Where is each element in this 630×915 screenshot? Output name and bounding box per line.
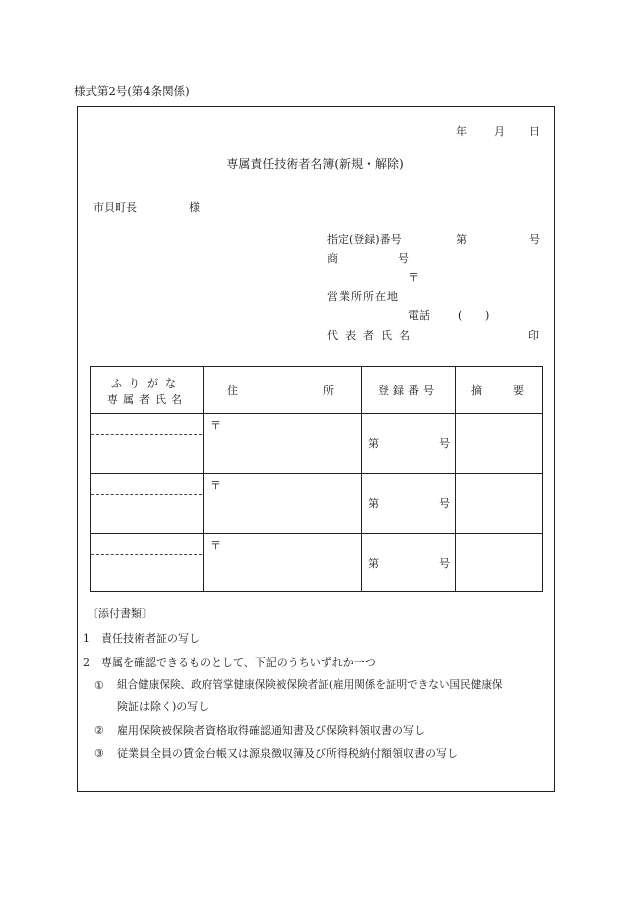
furigana-dashed-line (91, 434, 202, 435)
engineer-table (90, 366, 543, 592)
row-reg-dai: 第 (368, 497, 379, 510)
table-col-divider (361, 367, 362, 591)
attachment-subitem-2: 雇用保険被保険者資格取得確認通知書及び保険料領収書の写し (117, 724, 425, 737)
table-row-divider (91, 533, 542, 534)
furigana-dashed-line (91, 554, 202, 555)
attachment-item-2: 専属を確認できるものとして、下記のうちいずれか一つ (101, 656, 376, 669)
attachment-subitem-number: ③ (94, 747, 104, 760)
attachments-heading: 〔添付書類〕 (87, 607, 153, 620)
trade-name-label-1: 商 (327, 252, 338, 265)
row-reg-go: 号 (439, 557, 450, 570)
office-address-label: 営業所所在地 (327, 290, 399, 303)
attachment-subitem-number: ① (94, 679, 104, 692)
registration-dai: 第 (456, 233, 467, 246)
document-title: 専属責任技術者名簿(新規・解除) (226, 157, 404, 171)
row-reg-go: 号 (439, 437, 450, 450)
row-postal-mark: 〒 (210, 479, 221, 492)
header-name: 専属者氏名 (107, 393, 187, 406)
attachment-item-number: 2 (83, 656, 90, 669)
seal-mark: 印 (528, 329, 539, 342)
addressee-honorific: 様 (189, 201, 200, 214)
row-reg-go: 号 (439, 497, 450, 510)
attachment-subitem-1-line-1: 組合健康保険、政府管掌健康保険被保険者証(雇用関係を証明できない国民健康保 (117, 679, 503, 691)
furigana-dashed-line (91, 494, 202, 495)
postal-mark: 〒 (408, 271, 419, 284)
representative-name-label: 代表者氏名 (327, 329, 417, 342)
registration-go: 号 (529, 233, 540, 246)
header-remarks-1: 摘 (471, 384, 482, 397)
date-day-label: 日 (529, 125, 540, 138)
table-col-divider (455, 367, 456, 591)
header-registration-number: 登録番号 (378, 384, 438, 397)
row-postal-mark: 〒 (210, 419, 221, 432)
row-reg-dai: 第 (368, 557, 379, 570)
form-number: 様式第2号(第4条関係) (74, 84, 190, 98)
header-furigana: ふりがな (111, 377, 183, 390)
attachment-item-1: 責任技術者証の写し (101, 632, 200, 645)
table-col-divider (203, 367, 204, 591)
header-address-2: 所 (323, 384, 334, 397)
date-month-label: 月 (494, 125, 505, 138)
registration-number-label: 指定(登録)番号 (327, 233, 402, 246)
header-remarks-2: 要 (513, 384, 524, 397)
attachment-subitem-3: 従業員全員の賃金台帳又は源泉徴収簿及び所得税納付額領収書の写し (117, 747, 458, 760)
attachment-subitem-1-line-2: 険証は除く)の写し (117, 700, 210, 713)
trade-name-label-2: 号 (398, 252, 409, 265)
attachment-item-number: 1 (83, 632, 90, 645)
phone-label: 電話 (408, 309, 430, 322)
attachment-subitem-number: ② (94, 724, 104, 737)
table-row-divider (91, 413, 542, 414)
row-reg-dai: 第 (368, 437, 379, 450)
table-row-divider (91, 473, 542, 474)
phone-paren-open: ( (458, 309, 463, 322)
header-address-1: 住 (227, 384, 238, 397)
addressee-name: 市貝町長 (93, 201, 137, 214)
date-year-label: 年 (456, 125, 467, 138)
phone-paren-close: ) (485, 309, 490, 322)
row-postal-mark: 〒 (210, 539, 221, 552)
